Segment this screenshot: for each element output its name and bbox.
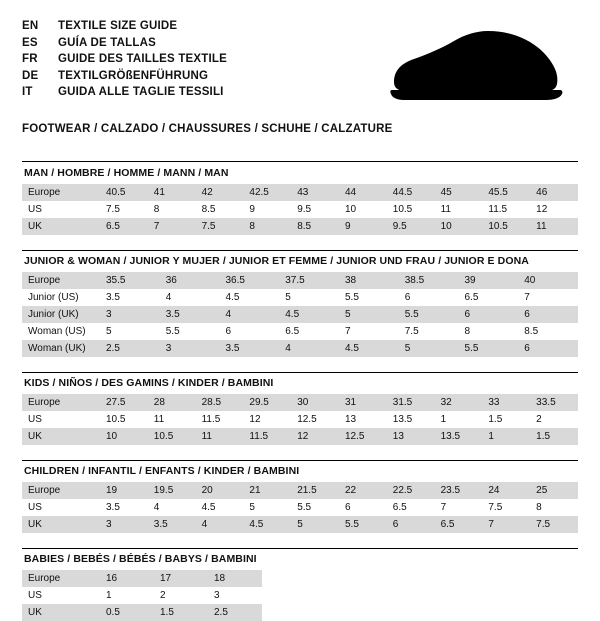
language-row bbox=[22, 35, 227, 52]
cell: 4 bbox=[153, 502, 160, 513]
cell: 31 bbox=[339, 394, 387, 411]
cell: 9 bbox=[249, 204, 255, 215]
row-label: Europe bbox=[22, 482, 100, 499]
cell: 3 bbox=[214, 590, 220, 601]
table-row bbox=[22, 306, 578, 323]
cell: 5 bbox=[339, 306, 399, 323]
table-row bbox=[22, 411, 578, 428]
cell: 44 bbox=[339, 184, 387, 201]
cell: 30 bbox=[291, 394, 339, 411]
cell: 22.5 bbox=[387, 482, 435, 499]
cell: 12.5 bbox=[339, 428, 387, 445]
language-row bbox=[22, 18, 227, 35]
cell: 35.5 bbox=[100, 272, 160, 289]
table-row bbox=[22, 428, 578, 445]
section-title: JUNIOR & WOMAN / JUNIOR Y MUJER / JUNIOR ET FEMME / JUNIOR UND FRAU / JUNIOR E DONA bbox=[24, 255, 529, 267]
table-row bbox=[22, 499, 578, 516]
cell: 39 bbox=[459, 272, 519, 289]
cell: 32 bbox=[435, 394, 483, 411]
cell: 7.5 bbox=[530, 516, 578, 533]
cell: 3 bbox=[100, 516, 148, 533]
cell: 6 bbox=[387, 516, 435, 533]
cell: 8.5 bbox=[524, 326, 539, 337]
cell: 12 bbox=[536, 204, 548, 215]
size-table-children bbox=[22, 482, 578, 533]
cell: 4.5 bbox=[279, 306, 339, 323]
cell: 4 bbox=[279, 340, 339, 357]
size-table-junior-woman bbox=[22, 272, 578, 357]
cell: 44.5 bbox=[387, 184, 435, 201]
cell: 7 bbox=[148, 218, 196, 235]
cell: 36 bbox=[160, 272, 220, 289]
section-title: MAN / HOMBRE / HOMME / MANN / MAN bbox=[24, 167, 229, 179]
cell: 5 bbox=[249, 502, 255, 513]
cell: 5.5 bbox=[297, 502, 312, 513]
cell: 5.5 bbox=[459, 340, 519, 357]
cell: 1.5 bbox=[530, 428, 578, 445]
dress-shoe-icon bbox=[384, 30, 564, 107]
cell: 40 bbox=[518, 272, 578, 289]
cell: 4.5 bbox=[201, 502, 216, 513]
cell: 3 bbox=[160, 340, 220, 357]
row-label: Woman (US) bbox=[28, 326, 86, 337]
table-row bbox=[22, 587, 262, 604]
row-label: UK bbox=[22, 218, 100, 235]
cell: 6.5 bbox=[285, 326, 300, 337]
cell: 6 bbox=[518, 306, 578, 323]
cell: 6.5 bbox=[392, 502, 407, 513]
cell: 33 bbox=[482, 394, 530, 411]
cell: 28 bbox=[148, 394, 196, 411]
cell: 4 bbox=[165, 292, 172, 303]
cell: 5 bbox=[399, 340, 459, 357]
cell: 13 bbox=[344, 414, 357, 425]
cell: 27.5 bbox=[100, 394, 148, 411]
cell: 8.5 bbox=[201, 204, 216, 215]
cell: 13 bbox=[387, 428, 435, 445]
cell: 11.5 bbox=[488, 204, 508, 215]
cell: 8 bbox=[153, 204, 160, 215]
table-row bbox=[22, 218, 578, 235]
cell: 45.5 bbox=[482, 184, 530, 201]
cell: 7 bbox=[482, 516, 530, 533]
row-label: US bbox=[28, 414, 42, 425]
cell: 16 bbox=[100, 570, 154, 587]
cell: 8.5 bbox=[291, 218, 339, 235]
cell: 9.5 bbox=[297, 204, 312, 215]
cell: 10.5 bbox=[392, 204, 413, 215]
row-label: Junior (UK) bbox=[22, 306, 100, 323]
language-code: ES bbox=[22, 36, 38, 49]
cell: 6.5 bbox=[100, 218, 148, 235]
cell: 38 bbox=[339, 272, 399, 289]
cell: 42 bbox=[196, 184, 244, 201]
cell: 11 bbox=[530, 218, 578, 235]
cell: 20 bbox=[196, 482, 244, 499]
cell: 9 bbox=[339, 218, 387, 235]
cell: 10 bbox=[344, 204, 357, 215]
cell: 11 bbox=[196, 428, 244, 445]
cell: 4 bbox=[196, 516, 244, 533]
cell: 5 bbox=[291, 516, 339, 533]
cell: 9.5 bbox=[387, 218, 435, 235]
table-row bbox=[22, 394, 578, 411]
divider bbox=[22, 548, 578, 549]
row-label: US bbox=[28, 204, 42, 215]
language-code: IT bbox=[22, 86, 33, 98]
row-label: Europe bbox=[22, 184, 100, 201]
size-table-kids bbox=[22, 394, 578, 445]
table-row bbox=[22, 516, 578, 533]
row-label: US bbox=[28, 502, 42, 513]
row-label: US bbox=[28, 590, 42, 601]
cell: 10 bbox=[435, 218, 483, 235]
cell: 5.5 bbox=[339, 516, 387, 533]
cell: 4 bbox=[220, 306, 280, 323]
row-label: Woman (UK) bbox=[22, 340, 100, 357]
cell: 1 bbox=[106, 590, 112, 601]
divider bbox=[22, 250, 578, 251]
table-row bbox=[22, 570, 262, 587]
cell: 36.5 bbox=[220, 272, 280, 289]
cell: 4.5 bbox=[225, 292, 240, 303]
cell: 5 bbox=[285, 292, 291, 303]
cell: 23.5 bbox=[435, 482, 483, 499]
table-row bbox=[22, 289, 578, 306]
cell: 11 bbox=[153, 414, 165, 425]
row-label: UK bbox=[22, 604, 100, 621]
cell: 4.5 bbox=[243, 516, 291, 533]
cell: 28.5 bbox=[196, 394, 244, 411]
cell: 12 bbox=[249, 414, 261, 425]
cell: 12.5 bbox=[297, 414, 317, 425]
cell: 21 bbox=[243, 482, 291, 499]
cell: 40.5 bbox=[100, 184, 148, 201]
cell: 33.5 bbox=[530, 394, 578, 411]
cell: 1.5 bbox=[488, 414, 503, 425]
cell: 2.5 bbox=[208, 604, 262, 621]
cell: 0.5 bbox=[100, 604, 154, 621]
size-table-man bbox=[22, 184, 578, 235]
cell: 25 bbox=[530, 482, 578, 499]
section-children bbox=[22, 460, 578, 533]
cell: 4.5 bbox=[339, 340, 399, 357]
table-row bbox=[22, 201, 578, 218]
cell: 45 bbox=[435, 184, 483, 201]
row-label: Junior (US) bbox=[28, 292, 79, 303]
cell: 11.5 bbox=[201, 414, 221, 425]
cell: 8 bbox=[536, 502, 542, 513]
cell: 12 bbox=[291, 428, 339, 445]
language-title: GUÍA DE TALLAS bbox=[58, 36, 156, 49]
cell: 6.5 bbox=[464, 292, 479, 303]
cell: 21.5 bbox=[291, 482, 339, 499]
table-row bbox=[22, 604, 262, 621]
cell: 7.5 bbox=[106, 204, 120, 215]
cell: 31.5 bbox=[387, 394, 435, 411]
divider bbox=[22, 460, 578, 461]
language-title: TEXTILGRÖßENFÜHRUNG bbox=[58, 69, 209, 82]
cell: 19 bbox=[100, 482, 148, 499]
cell: 2.5 bbox=[100, 340, 160, 357]
language-title: TEXTILE SIZE GUIDE bbox=[58, 20, 178, 32]
cell: 29.5 bbox=[243, 394, 291, 411]
cell: 6 bbox=[225, 326, 232, 337]
cell: 10 bbox=[100, 428, 148, 445]
row-label: UK bbox=[22, 516, 100, 533]
cell: 2 bbox=[160, 590, 166, 601]
section-title: CHILDREN / INFANTIL / ENFANTS / KINDER / BAMBINI bbox=[24, 465, 300, 477]
cell: 5.5 bbox=[399, 306, 459, 323]
divider bbox=[22, 372, 578, 373]
language-code: EN bbox=[22, 20, 39, 32]
cell: 7.5 bbox=[404, 326, 419, 337]
language-code: FR bbox=[22, 53, 38, 65]
cell: 2 bbox=[536, 414, 542, 425]
table-row bbox=[22, 184, 578, 201]
cell: 3.5 bbox=[106, 292, 120, 303]
cell: 42.5 bbox=[243, 184, 291, 201]
cell: 43 bbox=[291, 184, 339, 201]
table-row bbox=[22, 323, 578, 340]
table-row bbox=[22, 482, 578, 499]
category-line: FOOTWEAR / CALZADO / CHAUSSURES / SCHUHE / CALZATURE bbox=[22, 123, 393, 135]
cell: 10.5 bbox=[482, 218, 530, 235]
cell: 6 bbox=[404, 292, 411, 303]
cell: 37.5 bbox=[279, 272, 339, 289]
cell: 7 bbox=[524, 292, 530, 303]
cell: 10.5 bbox=[148, 428, 196, 445]
cell: 3.5 bbox=[160, 306, 220, 323]
cell: 5.5 bbox=[345, 292, 359, 303]
cell: 7.5 bbox=[488, 502, 503, 513]
cell: 7 bbox=[440, 502, 447, 513]
section-title: BABIES / BEBÉS / BÉBÉS / BABYS / BAMBINI bbox=[24, 553, 257, 565]
cell: 13.5 bbox=[435, 428, 483, 445]
section-man bbox=[22, 161, 578, 235]
cell: 11.5 bbox=[243, 428, 291, 445]
cell: 6 bbox=[344, 502, 351, 513]
table-row bbox=[22, 272, 578, 289]
cell: 6.5 bbox=[435, 516, 483, 533]
cell: 24 bbox=[482, 482, 530, 499]
cell: 38.5 bbox=[399, 272, 459, 289]
cell: 8 bbox=[464, 326, 471, 337]
section-title: KIDS / NIÑOS / DES GAMINS / KINDER / BAMBINI bbox=[24, 377, 274, 389]
size-table-babies bbox=[22, 570, 262, 621]
language-row bbox=[22, 84, 227, 101]
cell: 6 bbox=[518, 340, 578, 357]
cell: 7 bbox=[345, 326, 351, 337]
language-title-list bbox=[22, 18, 227, 101]
cell: 5.5 bbox=[165, 326, 180, 337]
row-label: Europe bbox=[22, 272, 100, 289]
cell: 17 bbox=[154, 570, 208, 587]
page-header bbox=[22, 18, 578, 107]
language-row bbox=[22, 51, 227, 68]
cell: 7.5 bbox=[196, 218, 244, 235]
cell: 8 bbox=[243, 218, 291, 235]
cell: 6 bbox=[459, 306, 519, 323]
table-row bbox=[22, 340, 578, 357]
cell: 3 bbox=[100, 306, 160, 323]
size-sections bbox=[22, 161, 578, 621]
cell: 1.5 bbox=[154, 604, 208, 621]
row-label: Europe bbox=[22, 570, 100, 587]
cell: 10.5 bbox=[106, 414, 126, 425]
cell: 1 bbox=[440, 414, 447, 425]
cell: 3.5 bbox=[106, 502, 120, 513]
cell: 41 bbox=[148, 184, 196, 201]
section-babies bbox=[22, 548, 578, 621]
row-label: UK bbox=[22, 428, 100, 445]
cell: 11 bbox=[440, 204, 451, 215]
cell: 46 bbox=[530, 184, 578, 201]
cell: 3.5 bbox=[148, 516, 196, 533]
cell: 19.5 bbox=[148, 482, 196, 499]
section-kids bbox=[22, 372, 578, 445]
language-title: GUIDE DES TAILLES TEXTILE bbox=[58, 53, 227, 65]
cell: 18 bbox=[208, 570, 262, 587]
row-label: Europe bbox=[22, 394, 100, 411]
cell: 5 bbox=[106, 326, 112, 337]
cell: 3.5 bbox=[220, 340, 280, 357]
divider bbox=[22, 161, 578, 162]
language-code: DE bbox=[22, 69, 39, 82]
language-title: GUIDA ALLE TAGLIE TESSILI bbox=[58, 86, 224, 98]
section-junior-woman bbox=[22, 250, 578, 357]
cell: 13.5 bbox=[392, 414, 413, 425]
language-row bbox=[22, 68, 227, 85]
cell: 1 bbox=[482, 428, 530, 445]
cell: 22 bbox=[339, 482, 387, 499]
